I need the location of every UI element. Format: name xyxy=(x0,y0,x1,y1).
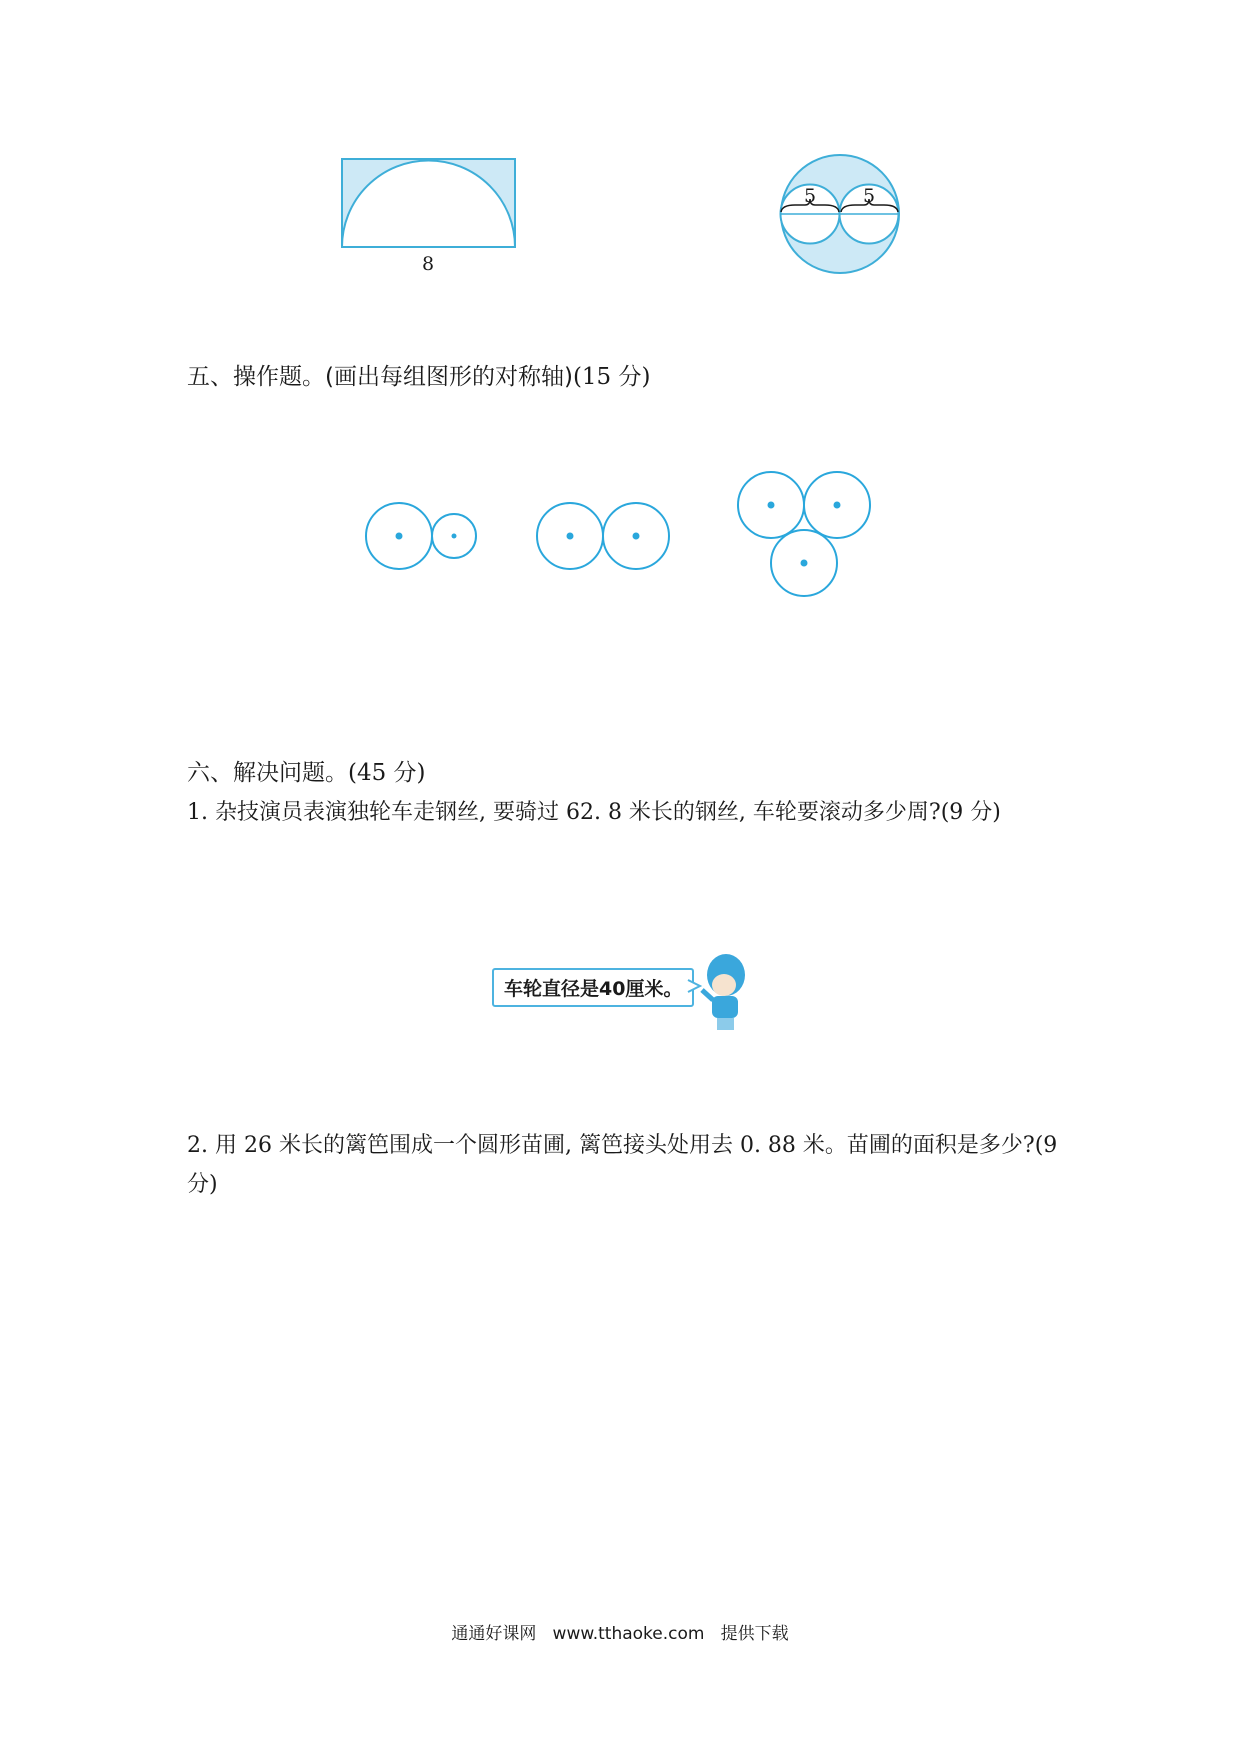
label-left-radius: 5 xyxy=(803,185,817,207)
character-face xyxy=(712,974,736,996)
problem-2: 2. 用 26 米长的篱笆围成一个圆形苗圃, 篱笆接头处用去 0. 88 米。苗圃的面积是多少?(9 分) xyxy=(187,1133,1058,1197)
bubble-tail xyxy=(688,980,700,992)
footer-source: 通通好课网 www.tthaoke.com 提供下载 xyxy=(451,1624,789,1644)
section6-score: (45 分) xyxy=(348,760,426,786)
character-body xyxy=(712,996,738,1018)
rect-bottom-label: 8 xyxy=(421,253,435,275)
section6-title: 六、解决问题。 xyxy=(187,760,348,786)
character-legs xyxy=(717,1018,734,1030)
section5-title: 五、操作题。(画出每组图形的对称轴) xyxy=(187,364,573,390)
hint-bubble: 车轮直径是40厘米。 xyxy=(492,968,694,1007)
problem-1: 1. 杂技演员表演独轮车走钢丝, 要骑过 62. 8 米长的钢丝, 车轮要滚动多少周?(9 分) xyxy=(187,800,1001,825)
section5-score: (15 分) xyxy=(572,364,651,390)
label-right-radius: 5 xyxy=(862,185,876,207)
character-arm xyxy=(702,990,713,1000)
